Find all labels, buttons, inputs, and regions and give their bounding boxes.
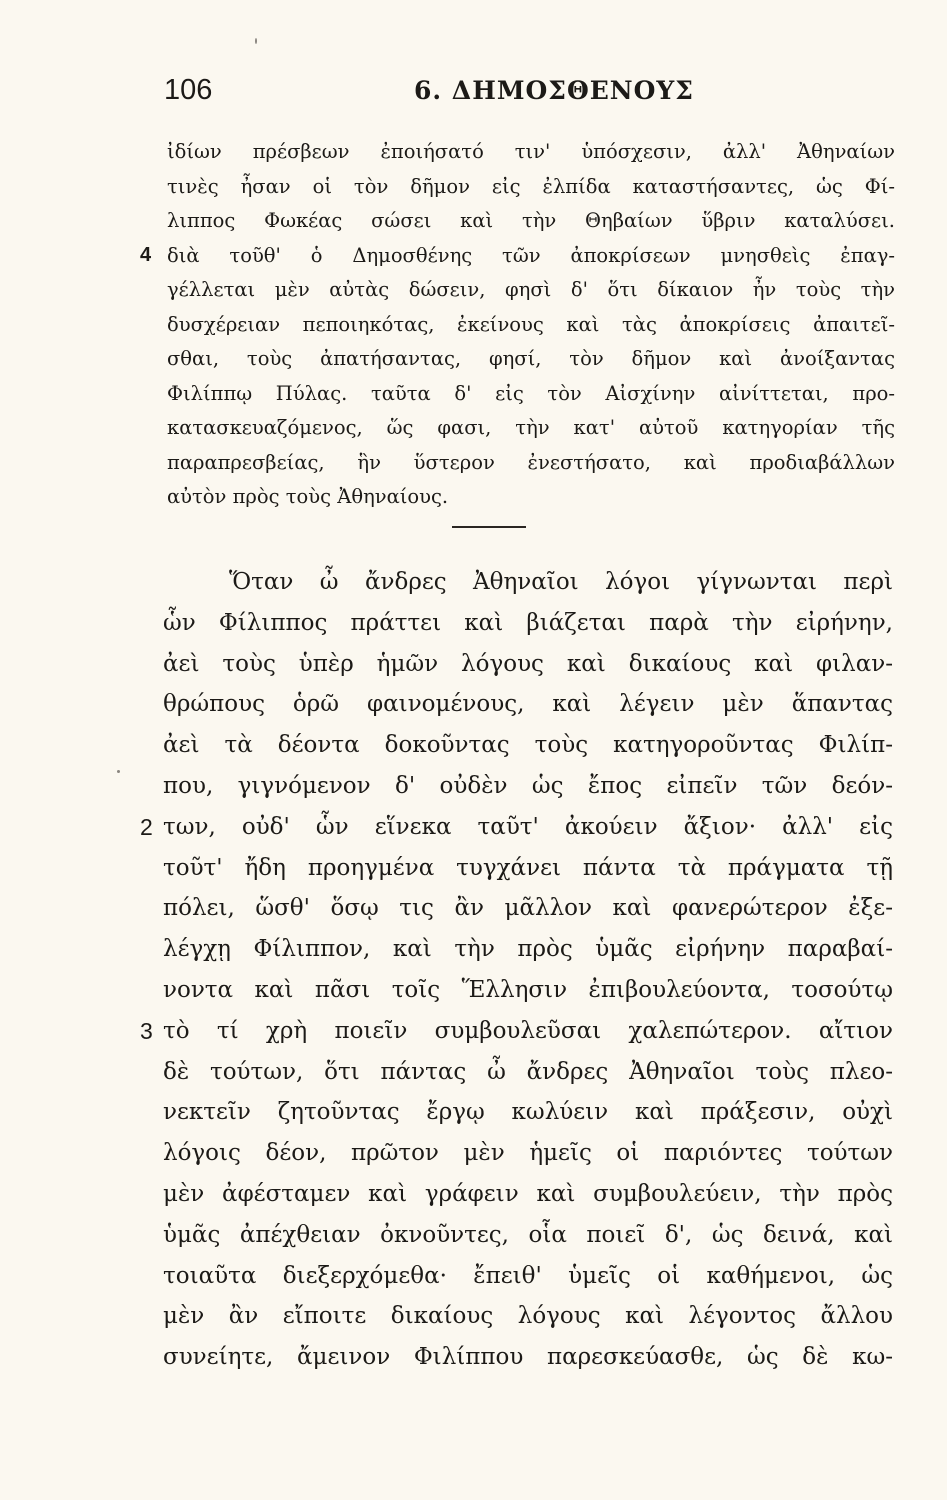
text-line: μὲν ἀφέσταμεν καὶ γράφειν καὶ συμβουλεύειν, τὴν πρὸς [163, 1180, 893, 1207]
commentary-line: Φιλίππῳ Πύλας. ταῦτα δ' εἰς τὸν Αἰσχίνην αἰνίττεται, προ- [167, 381, 895, 405]
text-line: ἀεὶ τοὺς ὑπὲρ ἡμῶν λόγους καὶ δικαίους καὶ φιλαν- [163, 650, 893, 677]
page-number: 106 [164, 74, 213, 106]
text-line: τοῦτ' ἤδη προηγμένα τυγχάνει πάντα τὰ πράγματα τῇ [163, 854, 893, 881]
commentary-line: διὰ τοῦθ' ὁ Δημοσθένης τῶν ἀποκρίσεων μνησθεὶς ἐπαγ- [167, 243, 895, 267]
text-line: νοντα καὶ πᾶσι τοῖς Ἕλλησιν ἐπιβουλεύοντα, τοσούτῳ [163, 976, 893, 1003]
text-line: δὲ τούτων, ὅτι πάντας ὦ ἄνδρες Ἀθηναῖοι τοὺς πλεο- [163, 1058, 893, 1085]
text-line: θρώπους ὁρῶ φαινομένους, καὶ λέγειν μὲν ἅπαντας [163, 691, 893, 718]
text-line: τοιαῦτα διεξερχόμεθα· ἔπειθ' ὑμεῖς οἱ καθήμενοι, ὡς [163, 1262, 893, 1289]
print-speck [117, 770, 120, 773]
commentary-line: τινὲς ἦσαν οἱ τὸν δῆμον εἰς ἐλπίδα καταστήσαντες, ὡς Φί- [167, 174, 895, 198]
print-speck [255, 38, 257, 44]
commentary-line: κατασκευαζόμενος, ὥς φασι, τὴν κατ' αὐτοῦ κατηγορίαν τῆς [167, 416, 895, 439]
section-number: 3 [140, 1018, 153, 1044]
commentary-block [167, 135, 895, 515]
running-title: 6. ΔΗΜΟΣΘΕΝΟΥΣ [414, 76, 694, 105]
text-line: μὲν ἂν εἴποιτε δικαίους λόγους καὶ λέγοντος ἄλλου [163, 1303, 893, 1330]
text-line: λόγοις δέον, πρῶτον μὲν ἡμεῖς οἱ παριόντες τούτων [163, 1140, 893, 1167]
section-divider [452, 526, 526, 528]
text-line: των, οὐδ' ὧν εἵνεκα ταῦτ' ἀκούειν ἄξιον· ἀλλ' εἰς [163, 813, 893, 840]
text-line: ὧν Φίλιππος πράττει καὶ βιάζεται παρὰ τὴν εἰρήνην, [163, 609, 893, 636]
text-line: λέγχῃ Φίλιππον, καὶ τὴν πρὸς ὑμᾶς εἰρήνην παραβαί- [163, 936, 893, 963]
text-line: νεκτεῖν ζητοῦντας ἔργῳ κωλύειν καὶ πράξεσιν, οὐχὶ [163, 1099, 893, 1126]
commentary-line: γέλλεται μὲν αὐτὰς δώσειν, φησὶ δ' ὅτι δίκαιον ἦν τοὺς τὴν [167, 278, 895, 301]
speech-text [163, 562, 893, 1378]
text-line: ἀεὶ τὰ δέοντα δοκοῦντας τοὺς κατηγοροῦντας Φιλίπ- [163, 732, 893, 759]
text-line: Ὅταν ὦ ἄνδρες Ἀθηναῖοι λόγοι γίγνωνται περὶ [229, 569, 893, 595]
commentary-line: δυσχέρειαν πεποιηκότας, ἐκείνους καὶ τὰς ἀποκρίσεις ἀπαιτεῖ- [167, 312, 895, 336]
commentary-line-last: αὐτὸν πρὸς τοὺς Ἀθηναίους. [167, 485, 449, 508]
page-header [164, 74, 904, 114]
commentary-line: παραπρεσβείας, ἣν ὕστερον ἐνεστήσατο, καὶ προδιαβάλλων [167, 450, 895, 474]
text-line: ὑμᾶς ἀπέχθειαν ὀκνοῦντες, οἷα ποιεῖ δ', ὡς δεινά, καὶ [163, 1221, 893, 1248]
section-number: 4 [140, 244, 152, 266]
section-number: 2 [140, 814, 153, 840]
text-line: τὸ τί χρὴ ποιεῖν συμβουλεῦσαι χαλεπώτερον. αἴτιον [163, 1017, 893, 1044]
commentary-line: λιππος Φωκέας σώσει καὶ τὴν Θηβαίων ὕβριν καταλύσει. [167, 209, 895, 232]
commentary-line: ἰδίων πρέσβεων ἐποιήσατό τιν' ὑπόσχεσιν, ἀλλ' Ἀθηναίων [167, 140, 895, 163]
text-line: συνείητε, ἄμεινον Φιλίππου παρεσκεύασθε, ὡς δὲ κω- [163, 1344, 893, 1371]
text-line: που, γιγνόμενον δ' οὐδὲν ὡς ἔπος εἰπεῖν τῶν δεόν- [163, 772, 893, 799]
commentary-line: σθαι, τοὺς ἀπατήσαντας, φησί, τὸν δῆμον καὶ ἀνοίξαντας [167, 347, 895, 370]
text-line: πόλει, ὥσθ' ὅσῳ τις ἂν μᾶλλον καὶ φανερώτερον ἐξε- [163, 895, 893, 922]
